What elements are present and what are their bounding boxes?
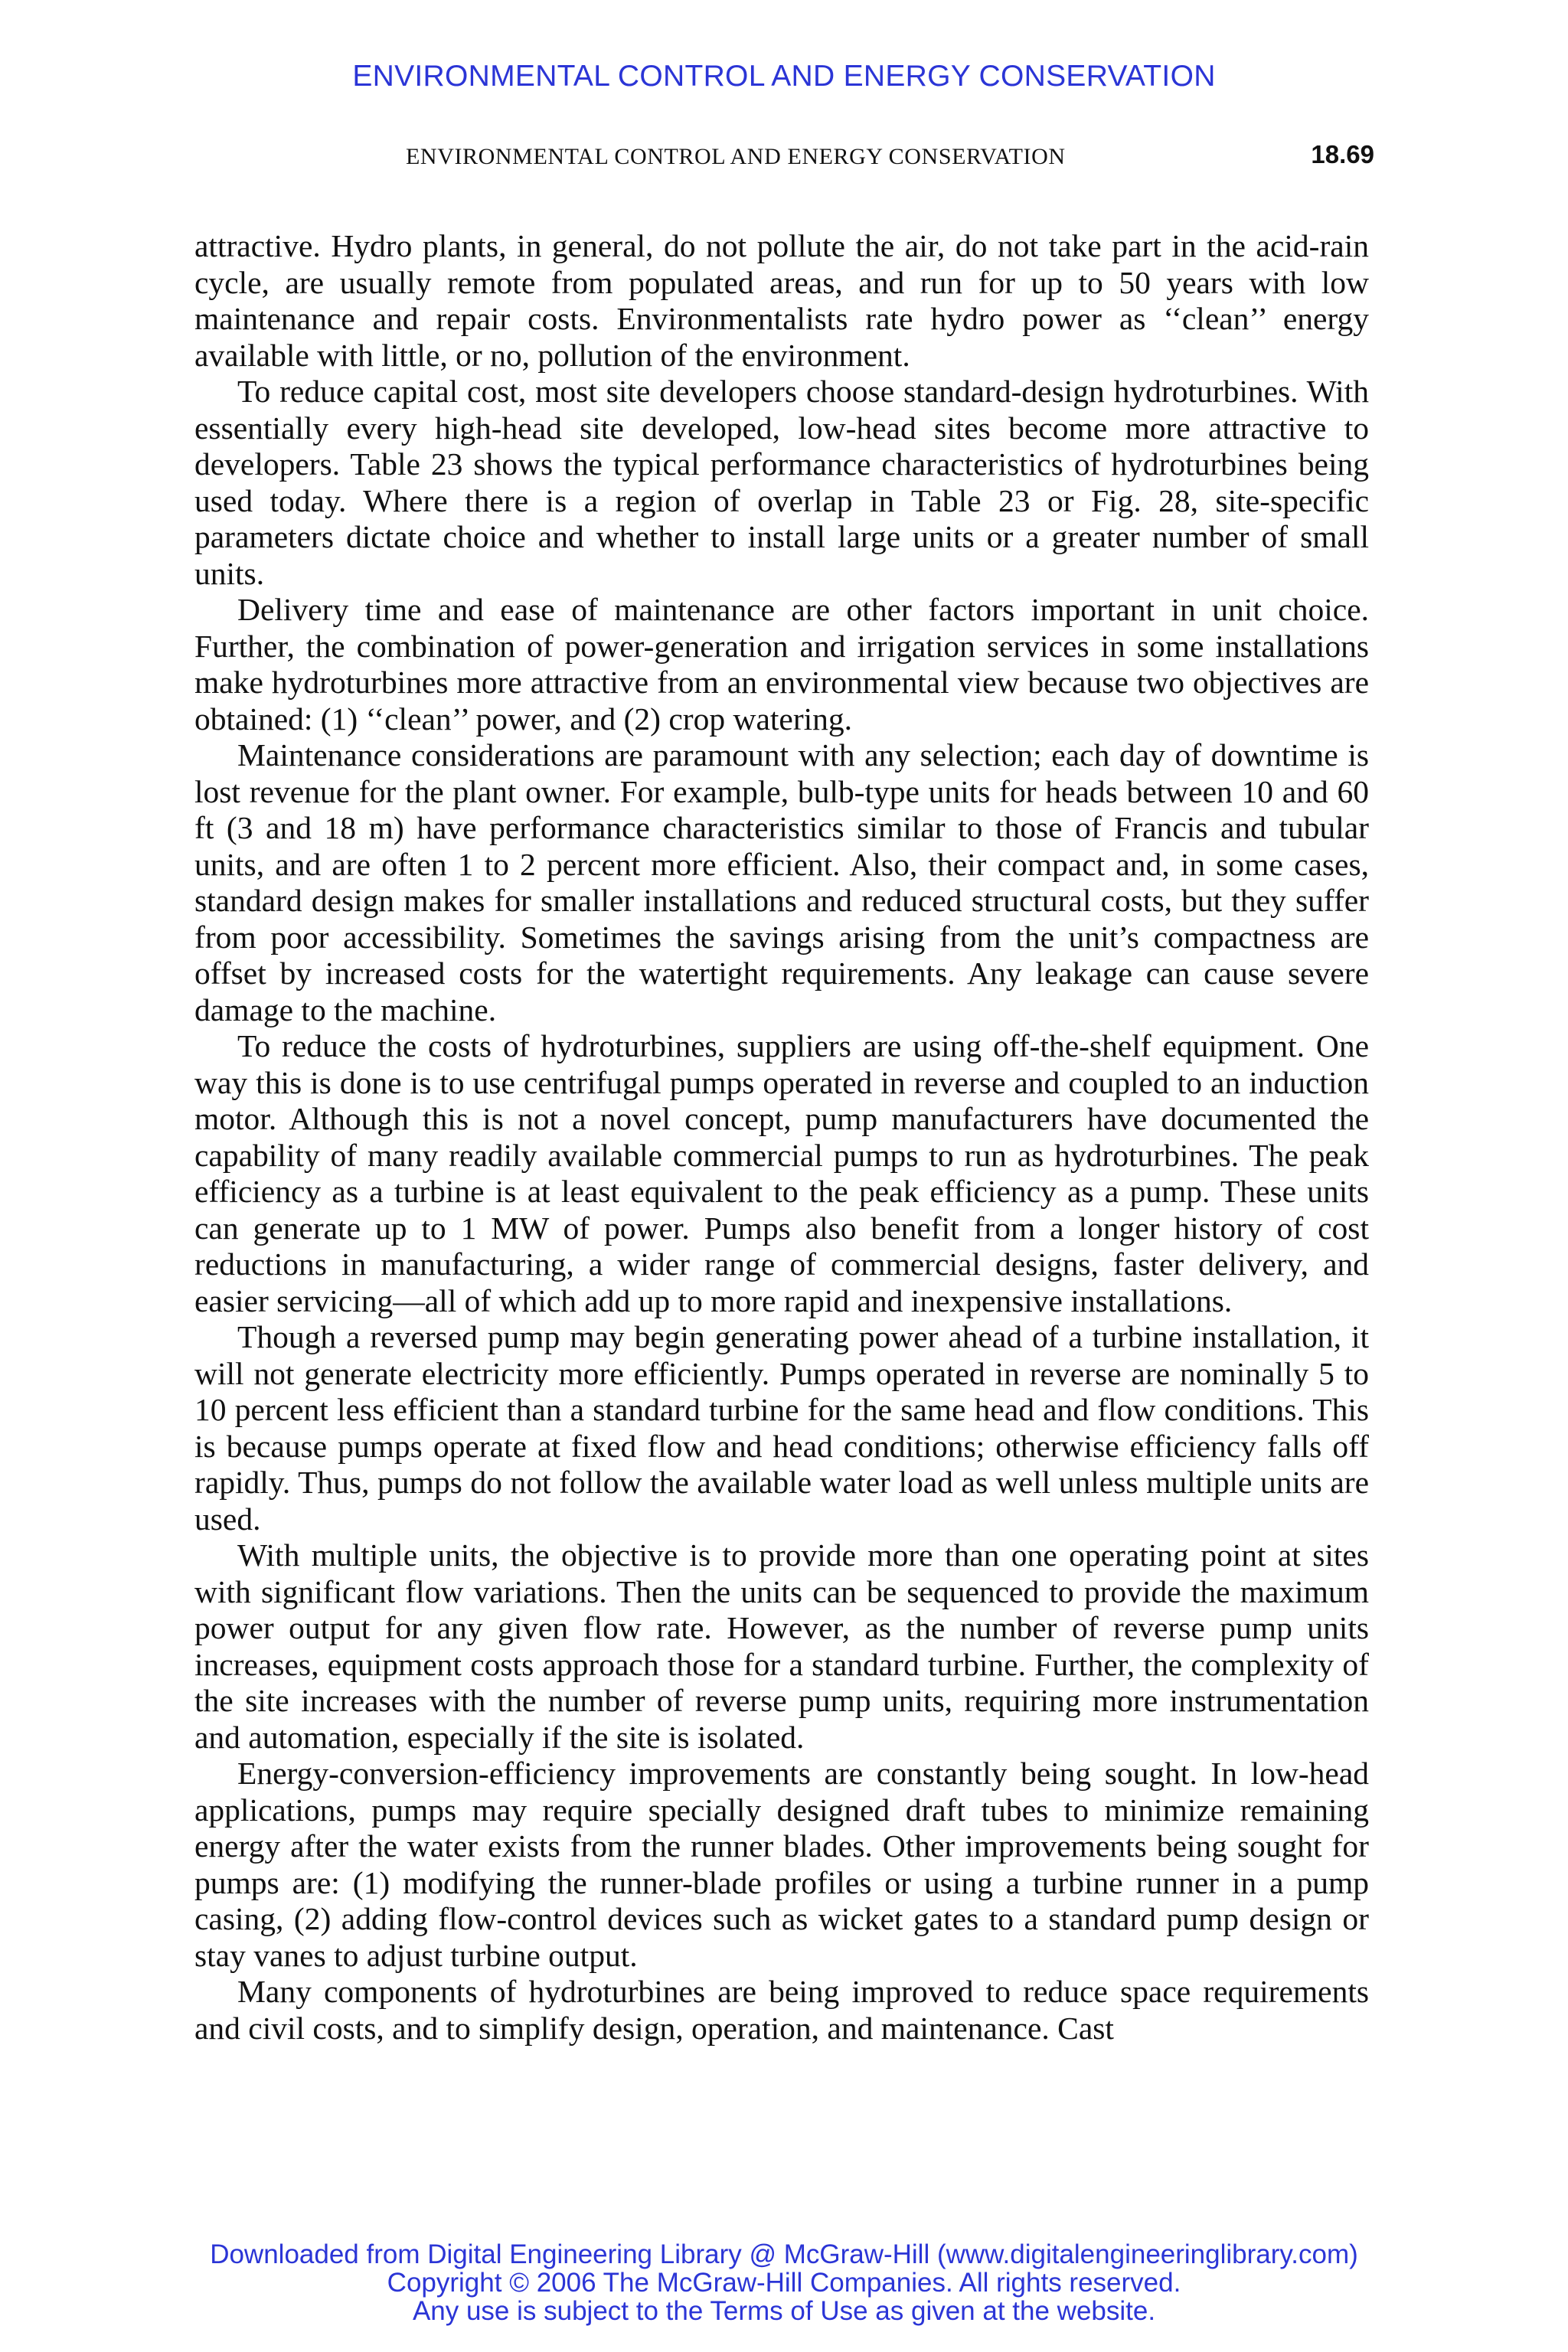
page-number: 18.69 <box>1311 140 1374 168</box>
paragraph: To reduce capital cost, most site developers choose standard-design hydroturbines. With essentially every high-head site developed, low-head sites become more attractive to developers. Table 23 shows the typical performance characteristics of hydroturbines being used today. Where there is a region of overlap in Table 23 or Fig. 28, site-specific parameters dictate choice and whether to install large units or a greater number of small units. <box>194 374 1369 591</box>
paragraph: attractive. Hydro plants, in general, do not pollute the air, do not take part in the acid-rain cycle, are usually remote from populated areas, and run for up to 50 years with low maintenance and repair costs. Environmentalists rate hydro power as ‘‘clean’’ energy available with little, or no, pollution of the environment. <box>194 228 1369 373</box>
paragraph: With multiple units, the objective is to provide more than one operating point at sites with significant flow variations. Then the units can be sequenced to provide the maximum power output for any given flow rate. However, as the number of reverse pump units increases, equipment costs approach those for a standard turbine. Further, the complexity of the site increases with the number of reverse pump units, requiring more instrumentation and automation, especially if the site is isolated. <box>194 1537 1369 1755</box>
footer-download-link[interactable]: Downloaded from Digital Engineering Library @ McGraw-Hill (www.digitalengineeringlibrary.com) <box>210 2239 1358 2269</box>
paragraph: Maintenance considerations are paramount with any selection; each day of downtime is lost revenue for the plant owner. For example, bulb-type units for heads between 10 and 60 ft (3 and 18 m) have performance characteristics similar to those of Francis and tubular units, and are often 1 to 2 percent more efficient. Also, their compact and, in some cases, standard design makes for smaller installations and reduced structural costs, but they suffer from poor accessibility. Sometimes the savings arising from the unit’s compactness are offset by increased costs for the watertight requirements. Any leakage can cause severe damage to the machine. <box>194 737 1369 1027</box>
paragraph: Many components of hydroturbines are being improved to reduce space requirements and civil costs, and to simplify design, operation, and maintenance. Cast <box>194 1974 1369 2046</box>
paragraph: Energy-conversion-efficiency improvements are constantly being sought. In low-head applications, pumps may require specially designed draft tubes to minimize remaining energy after the water exists from the runner blades. Other improvements being sought for pumps are: (1) modifying the runner-blade profiles or using a turbine runner in a pump casing, (2) adding flow-control devices such as wicket gates to a standard pump design or stay vanes to adjust turbine output. <box>194 1756 1369 1973</box>
paragraph: Delivery time and ease of maintenance are other factors important in unit choice. Further, the combination of power-generation and irrigation services in some installations make hydroturbines more attractive from an environmental view because two objectives are obtained: (1) ‘‘clean’’ power, and (2) crop watering. <box>194 592 1369 737</box>
paragraph: To reduce the costs of hydroturbines, suppliers are using off-the-shelf equipment. One way this is done is to use centrifugal pumps operated in reverse and coupled to an induction motor. Although this is not a novel concept, pump manufacturers have documented the capability of many readily available commercial pumps to run as hydroturbines. The peak efficiency as a turbine is at least equivalent to the peak efficiency as a pump. These units can generate up to 1 MW of power. Pumps also benefit from a longer history of cost reductions in manufacturing, a wider range of commercial designs, faster delivery, and easier servicing—all of which add up to more rapid and inexpensive installations. <box>194 1028 1369 1318</box>
running-head: ENVIRONMENTAL CONTROL AND ENERGY CONSERVATION <box>406 144 1066 169</box>
body-text <box>194 228 1369 2047</box>
paragraph: Though a reversed pump may begin generating power ahead of a turbine installation, it will not generate electricity more efficiently. Pumps operated in reverse are nominally 5 to 10 percent less efficient than a standard turbine for the same head and flow conditions. This is because pumps operate at fixed flow and head conditions; otherwise efficiency falls off rapidly. Thus, pumps do not follow the available water load as well unless multiple units are used. <box>194 1319 1369 1537</box>
footer-terms-link[interactable]: Any use is subject to the Terms of Use as given at the website. <box>412 2296 1156 2326</box>
footer <box>0 2240 1568 2325</box>
footer-copyright[interactable]: Copyright © 2006 The McGraw-Hill Companies. All rights reserved. <box>387 2268 1181 2298</box>
top-banner-title[interactable]: ENVIRONMENTAL CONTROL AND ENERGY CONSERVATION <box>352 60 1216 93</box>
